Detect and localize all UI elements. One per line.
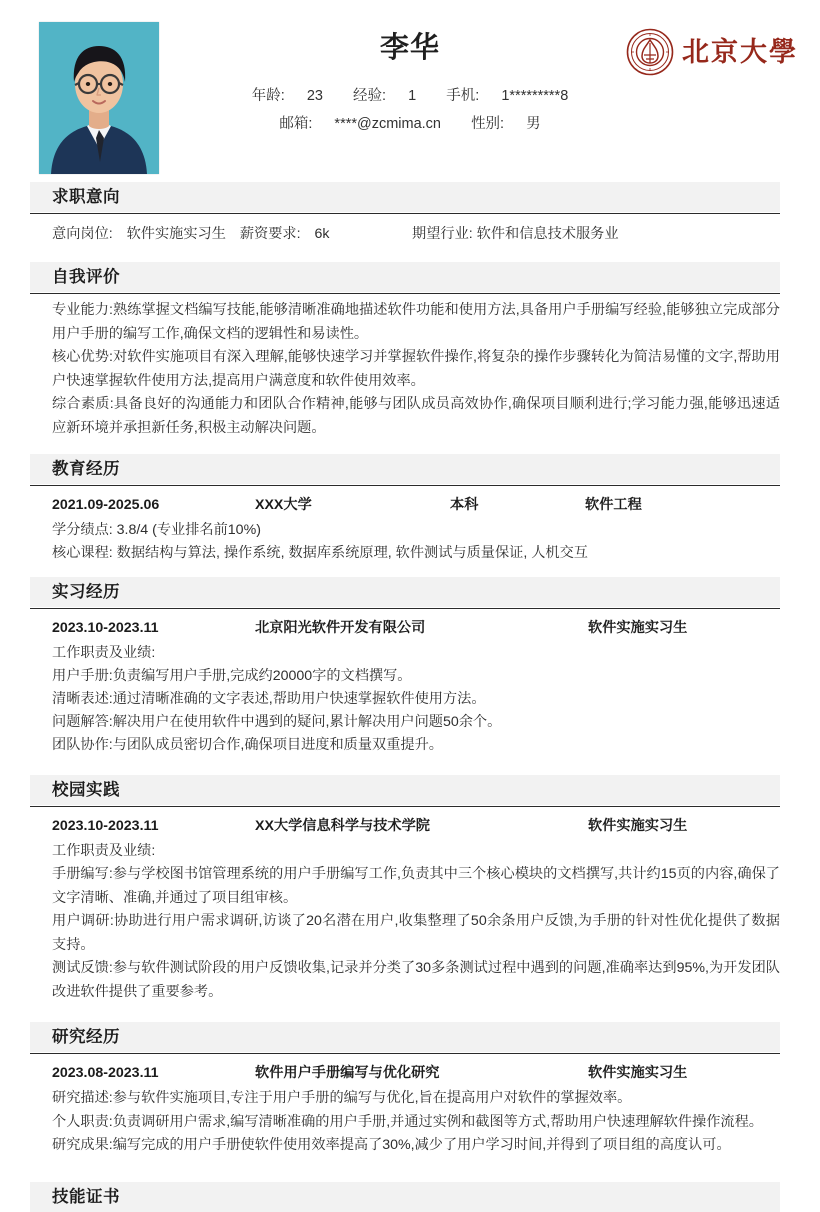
research-date: 2023.08-2023.11 (52, 1065, 159, 1081)
job-intent-row (0, 214, 820, 254)
email-value: ****@zcmima.cn (334, 116, 441, 132)
section-education (0, 454, 820, 569)
section-header-band (30, 577, 780, 607)
experience-label: 经验: (353, 88, 387, 104)
university-logo (626, 28, 798, 76)
identity-block (180, 28, 640, 138)
detail-line: 问题解答:解决用户在使用软件中遇到的疑问,累计解决用户问题50余个。 (52, 714, 502, 730)
section-header-band (30, 182, 780, 212)
section-campus-practice (0, 775, 820, 1008)
paragraph: 核心优势:对软件实施项目有深入理解,能够快速学习并掌握软件操作,将复杂的操作步骤转化为简洁易懂的文字,帮助用户快速掌握软件使用方法,提高用户满意度和软件使用效率。 (52, 349, 780, 389)
detail-intro: 工作职责及业绩: (52, 645, 156, 661)
avatar (39, 22, 159, 174)
position-value: 软件实施实习生 (126, 226, 226, 242)
industry-value: 软件和信息技术服务业 (476, 226, 619, 242)
section-title: 实习经历 (52, 583, 120, 601)
education-date: 2021.09-2025.06 (52, 497, 160, 513)
section-title: 求职意向 (52, 188, 120, 206)
section-title: 教育经历 (52, 460, 120, 478)
paragraph: 综合素质:具备良好的沟通能力和团队合作精神,能够与团队成员高效协作,确保项目顺利进行;学习能力强,能够迅速适应新环境并承担新任务,积极主动解决问题。 (52, 396, 780, 436)
detail-line: 用户调研:协助进行用户需求调研,访谈了20名潜在用户,收集整理了50余条用户反馈,为手册的针对性优化提供了数据支持。 (52, 913, 780, 953)
salary-value: 6k (314, 226, 330, 242)
peking-university-seal-icon (626, 28, 674, 76)
section-title: 技能证书 (52, 1187, 120, 1206)
section-title: 校园实践 (52, 781, 120, 799)
education-school: XXX大学 (255, 497, 312, 513)
age-value: 23 (306, 88, 323, 104)
university-name: 北京大學 (682, 36, 798, 67)
job-intent-left (52, 223, 412, 246)
detail-line: 学分绩点: 3.8/4 (专业排名前10%) (52, 522, 261, 538)
gender-label: 性别: (471, 116, 505, 132)
detail-line: 团队协作:与团队成员密切合作,确保项目进度和质量双重提升。 (52, 737, 443, 753)
research-project: 软件用户手册编写与优化研究 (255, 1065, 440, 1081)
education-details (0, 519, 820, 569)
section-internship (0, 577, 820, 761)
section-header-band (30, 775, 780, 805)
detail-line: 手册编写:参与学校图书馆管理系统的用户手册编写工作,负责其中三个核心模块的文档撰写,共计约15页的内容,确保了文字清晰、准确,并通过了项目组审核。 (52, 866, 780, 906)
phone-value: 1*********8 (501, 88, 569, 104)
detail-intro: 工作职责及业绩: (52, 843, 156, 859)
internship-date: 2023.10-2023.11 (52, 620, 159, 636)
detail-line: 个人职责:负责调研用户需求,编写清晰准确的用户手册,并通过实例和截图等方式,帮助用户快速理解软件操作流程。 (52, 1113, 763, 1130)
paragraph: 专业能力:熟练掌握文档编写技能,能够清晰准确地描述软件功能和使用方法,具备用户手册编写经验,能够独立完成部分用户手册的编写工作,确保文档的逻辑性和易读性。 (52, 302, 780, 342)
section-skills (0, 1182, 820, 1212)
section-research (0, 1022, 820, 1162)
section-header-band (30, 1182, 780, 1212)
detail-line: 用户手册:负责编写用户手册,完成约20000字的文档撰写。 (52, 668, 412, 684)
section-self-evaluation (0, 262, 820, 446)
section-header-band (30, 262, 780, 292)
section-title: 研究经历 (52, 1028, 120, 1046)
section-header-band (30, 1022, 780, 1052)
self-evaluation-body (0, 294, 820, 446)
campus-role: 软件实施实习生 (588, 818, 688, 834)
internship-role: 软件实施实习生 (588, 620, 688, 636)
campus-organization: XX大学信息科学与技术学院 (255, 818, 430, 834)
education-degree: 本科 (450, 497, 479, 513)
job-intent-right (412, 223, 619, 246)
phone-label: 手机: (446, 88, 480, 104)
detail-line: 核心课程: 数据结构与算法, 操作系统, 数据库系统原理, 软件测试与质量保证, 人机交互 (52, 545, 588, 561)
detail-line: 清晰表述:通过清晰准确的文字表述,帮助用户快速掌握软件使用方法。 (52, 691, 486, 707)
education-major: 软件工程 (585, 497, 642, 513)
campus-details (0, 840, 820, 1008)
campus-date: 2023.10-2023.11 (52, 818, 159, 834)
internship-company: 北京阳光软件开发有限公司 (255, 620, 426, 636)
research-entry-header (0, 1054, 820, 1087)
page-title: 李华 (379, 32, 440, 64)
campus-entry-header (0, 807, 820, 840)
gender-value: 男 (526, 116, 541, 132)
detail-line: 研究成果:编写完成的用户手册使软件使用效率提高了30%,减少了用户学习时间,并得到了项目组的高度认可。 (52, 1137, 731, 1153)
meta-row-primary (180, 82, 640, 110)
portrait-photo-icon (39, 22, 159, 174)
position-label: 意向岗位: (52, 226, 113, 242)
industry-label: 期望行业: (412, 226, 473, 242)
section-title: 自我评价 (52, 268, 120, 286)
meta-row-secondary (180, 110, 640, 138)
age-label: 年龄: (251, 88, 285, 104)
research-details (0, 1087, 820, 1162)
education-entry-header (0, 486, 820, 519)
research-role: 软件实施实习生 (588, 1065, 688, 1081)
internship-entry-header (0, 609, 820, 642)
experience-value: 1 (408, 88, 417, 104)
section-job-intent (0, 182, 820, 254)
resume-header (0, 0, 820, 182)
salary-label: 薪资要求: (239, 226, 301, 242)
detail-line: 研究描述:参与软件实施项目,专注于用户手册的编写与优化,旨在提高用户对软件的掌握效率。 (52, 1090, 632, 1106)
section-header-band (30, 454, 780, 484)
email-label: 邮箱: (279, 116, 313, 132)
internship-details (0, 642, 820, 761)
detail-line: 测试反馈:参与软件测试阶段的用户反馈收集,记录并分类了30多条测试过程中遇到的问题,准确率达到95%,为开发团队改进软件提供了重要参考。 (52, 960, 780, 1000)
